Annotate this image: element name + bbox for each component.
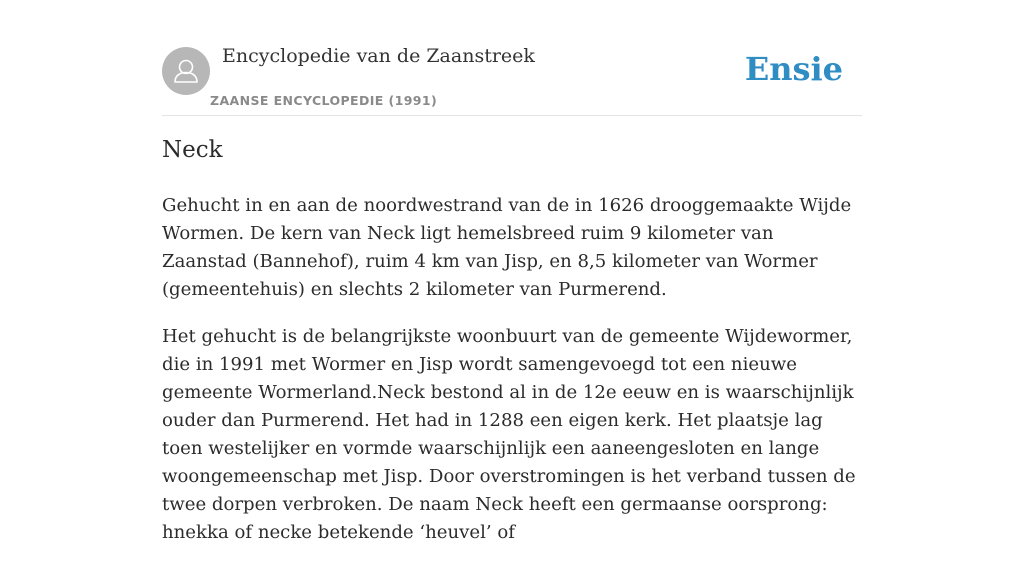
user-silhouette: [162, 47, 210, 95]
article-paragraph: Gehucht in en aan de noordwestrand van de in 1626 drooggemaakte Wijde Wormen. De kern van Neck ligt hemelsbreed ruim 9 kilometer van Zaanstad (Bannehof), ruim 4 km van Jisp, en 8,5 kilometer van Wormer (gemeentehuis) en slechts 2 kilometer van Purmerend.: [162, 195, 852, 300]
user-icon[interactable]: [162, 47, 210, 95]
article-title: Neck: [162, 137, 223, 163]
article-body: [162, 192, 862, 566]
brand-logo[interactable]: Ensie: [744, 50, 843, 88]
page-container: [162, 0, 862, 543]
article-paragraph: Het gehucht is de belangrijkste woonbuurt van de gemeente Wijdewormer, die in 1991 met Wormer en Jisp wordt samengevoegd tot een nieuwe gemeente Wormerland.Neck bestond al in de 12e eeuw en is waarschijnlijk ouder dan Purmerend. Het had in 1288 een eigen kerk. Het plaatsje lag toen westelijker en vormde waarschijnlijk een aaneengesloten en lange woongemeenschap met Jisp. Door overstromingen is het verband tussen de twee dorpen verbroken. De naam Neck heeft een germaanse oorsprong: hnekka of necke betekende ‘heuvel’ of: [162, 326, 856, 543]
source-subtitle: ZAANSE ENCYCLOPEDIE (1991): [210, 93, 438, 108]
source-header: [162, 0, 862, 116]
source-title[interactable]: Encyclopedie van de Zaanstreek: [222, 45, 535, 67]
